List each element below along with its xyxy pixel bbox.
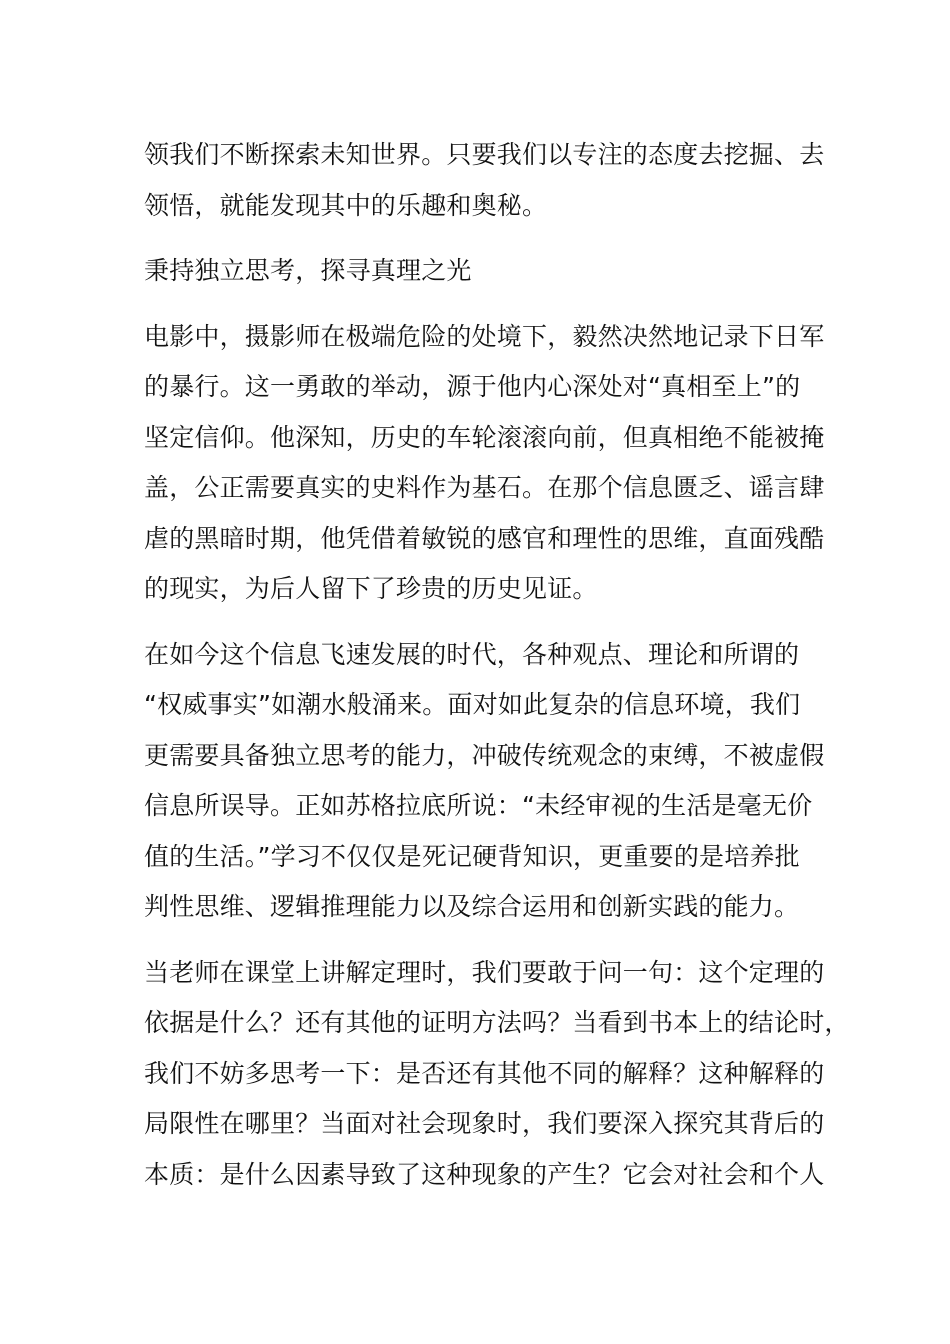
text-line: 虐的黑暗时期，他凭借着敏锐的感官和理性的思维，直面残酷	[144, 523, 825, 553]
text-line: “权威事实”如潮水般涌来。面对如此复杂的信息环境，我们	[144, 690, 801, 719]
heading-text: 秉持独立思考，探寻真理之光	[144, 256, 472, 285]
text-line: 依据是什么？还有其他的证明方法吗？当看到书本上的结论时，	[144, 1008, 850, 1037]
paragraph-intro-continuation	[144, 130, 825, 231]
text-line: 的现实，为后人留下了珍贵的历史见证。	[144, 574, 598, 603]
text-line: 本质：是什么因素导致了这种现象的产生？它会对社会和个人	[144, 1159, 825, 1189]
text-line: 的暴行。这一勇敢的举动，源于他内心深处对“真相至上”的	[144, 372, 801, 401]
text-line: 我们不妨多思考一下：是否还有其他不同的解释？这种解释的	[144, 1058, 825, 1088]
document-body	[144, 130, 850, 1200]
text-line: 坚定信仰。他深知，历史的车轮滚滚向前，但真相绝不能被掩	[144, 422, 825, 452]
text-line: 盖，公正需要真实的史料作为基石。在那个信息匮乏、谣言肆	[144, 473, 825, 502]
text-line: 当老师在课堂上讲解定理时，我们要敢于问一句：这个定理的	[144, 957, 825, 987]
text-line: 值的生活。”学习不仅仅是死记硬背知识，更重要的是培养批	[144, 841, 800, 871]
text-line: 更需要具备独立思考的能力，冲破传统观念的束缚，不被虚假	[144, 740, 825, 770]
paragraph-questioning	[144, 948, 850, 1201]
text-line: 领悟，就能发现其中的乐趣和奥秘。	[144, 190, 548, 220]
text-line: 在如今这个信息飞速发展的时代，各种观点、理论和所谓的	[144, 639, 800, 669]
section-heading	[144, 246, 814, 297]
text-line: 领我们不断探索未知世界。只要我们以专注的态度去挖掘、去	[144, 140, 825, 169]
paragraph-photographer	[144, 312, 825, 615]
paragraph-information-age	[144, 630, 825, 933]
text-line: 局限性在哪里？当面对社会现象时，我们要深入探究其背后的	[144, 1109, 825, 1138]
text-line: 电影中，摄影师在极端危险的处境下，毅然决然地记录下日军	[144, 321, 825, 351]
text-line: 判性思维、逻辑推理能力以及综合运用和创新实践的能力。	[144, 892, 800, 921]
text-line: 信息所误导。正如苏格拉底所说：“未经审视的生活是毫无价	[144, 791, 813, 820]
